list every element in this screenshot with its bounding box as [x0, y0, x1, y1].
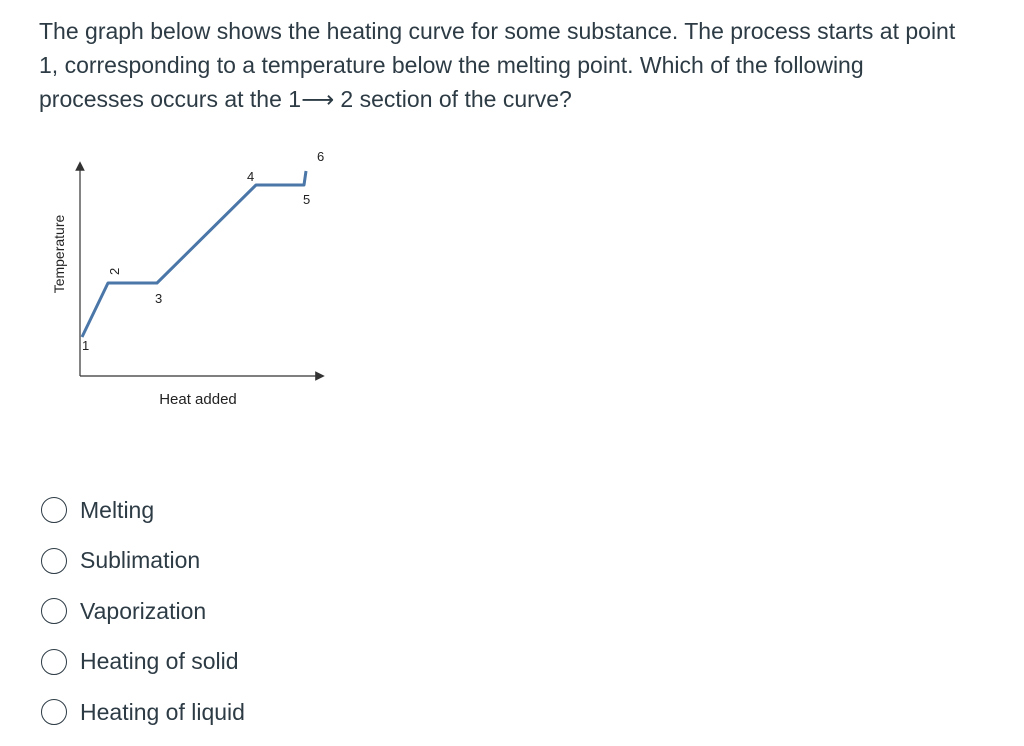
radio-button[interactable]: [41, 598, 67, 624]
y-axis-label: Temperature: [51, 214, 67, 294]
point-label-1: 1: [82, 338, 90, 353]
option-label: Heating of liquid: [80, 698, 245, 725]
option-label: Sublimation: [80, 547, 201, 574]
point-label-6: 6: [317, 149, 325, 164]
option-label: Vaporization: [80, 597, 207, 624]
option-vaporization[interactable]: [41, 586, 245, 637]
point-label-3: 3: [155, 291, 163, 306]
option-sublimation[interactable]: [41, 536, 245, 587]
option-label: Melting: [80, 496, 155, 523]
point-label-5: 5: [303, 192, 311, 207]
option-label: Heating of solid: [80, 648, 239, 675]
radio-button[interactable]: [41, 497, 67, 523]
x-axis-label: Heat added: [159, 391, 237, 408]
option-heating-of-solid[interactable]: [41, 637, 245, 688]
radio-button[interactable]: [41, 548, 67, 574]
option-heating-of-liquid[interactable]: [41, 687, 245, 738]
question-text: The graph below shows the heating curve for some substance. The process starts at point 1, corresponding to a temperature below the melting point. Which of the following processes occurs at the 1⟶ 2 section of the curve?: [39, 18, 956, 112]
heating-curve-figure: [44, 140, 344, 430]
answer-options: [41, 485, 245, 738]
point-label-2: 2: [107, 267, 122, 275]
point-label-4: 4: [247, 169, 255, 184]
heating-curve-svg: [44, 140, 344, 430]
heating-curve-line: [82, 171, 306, 337]
option-melting[interactable]: [41, 485, 245, 536]
radio-button[interactable]: [41, 699, 67, 725]
radio-button[interactable]: [41, 649, 67, 675]
